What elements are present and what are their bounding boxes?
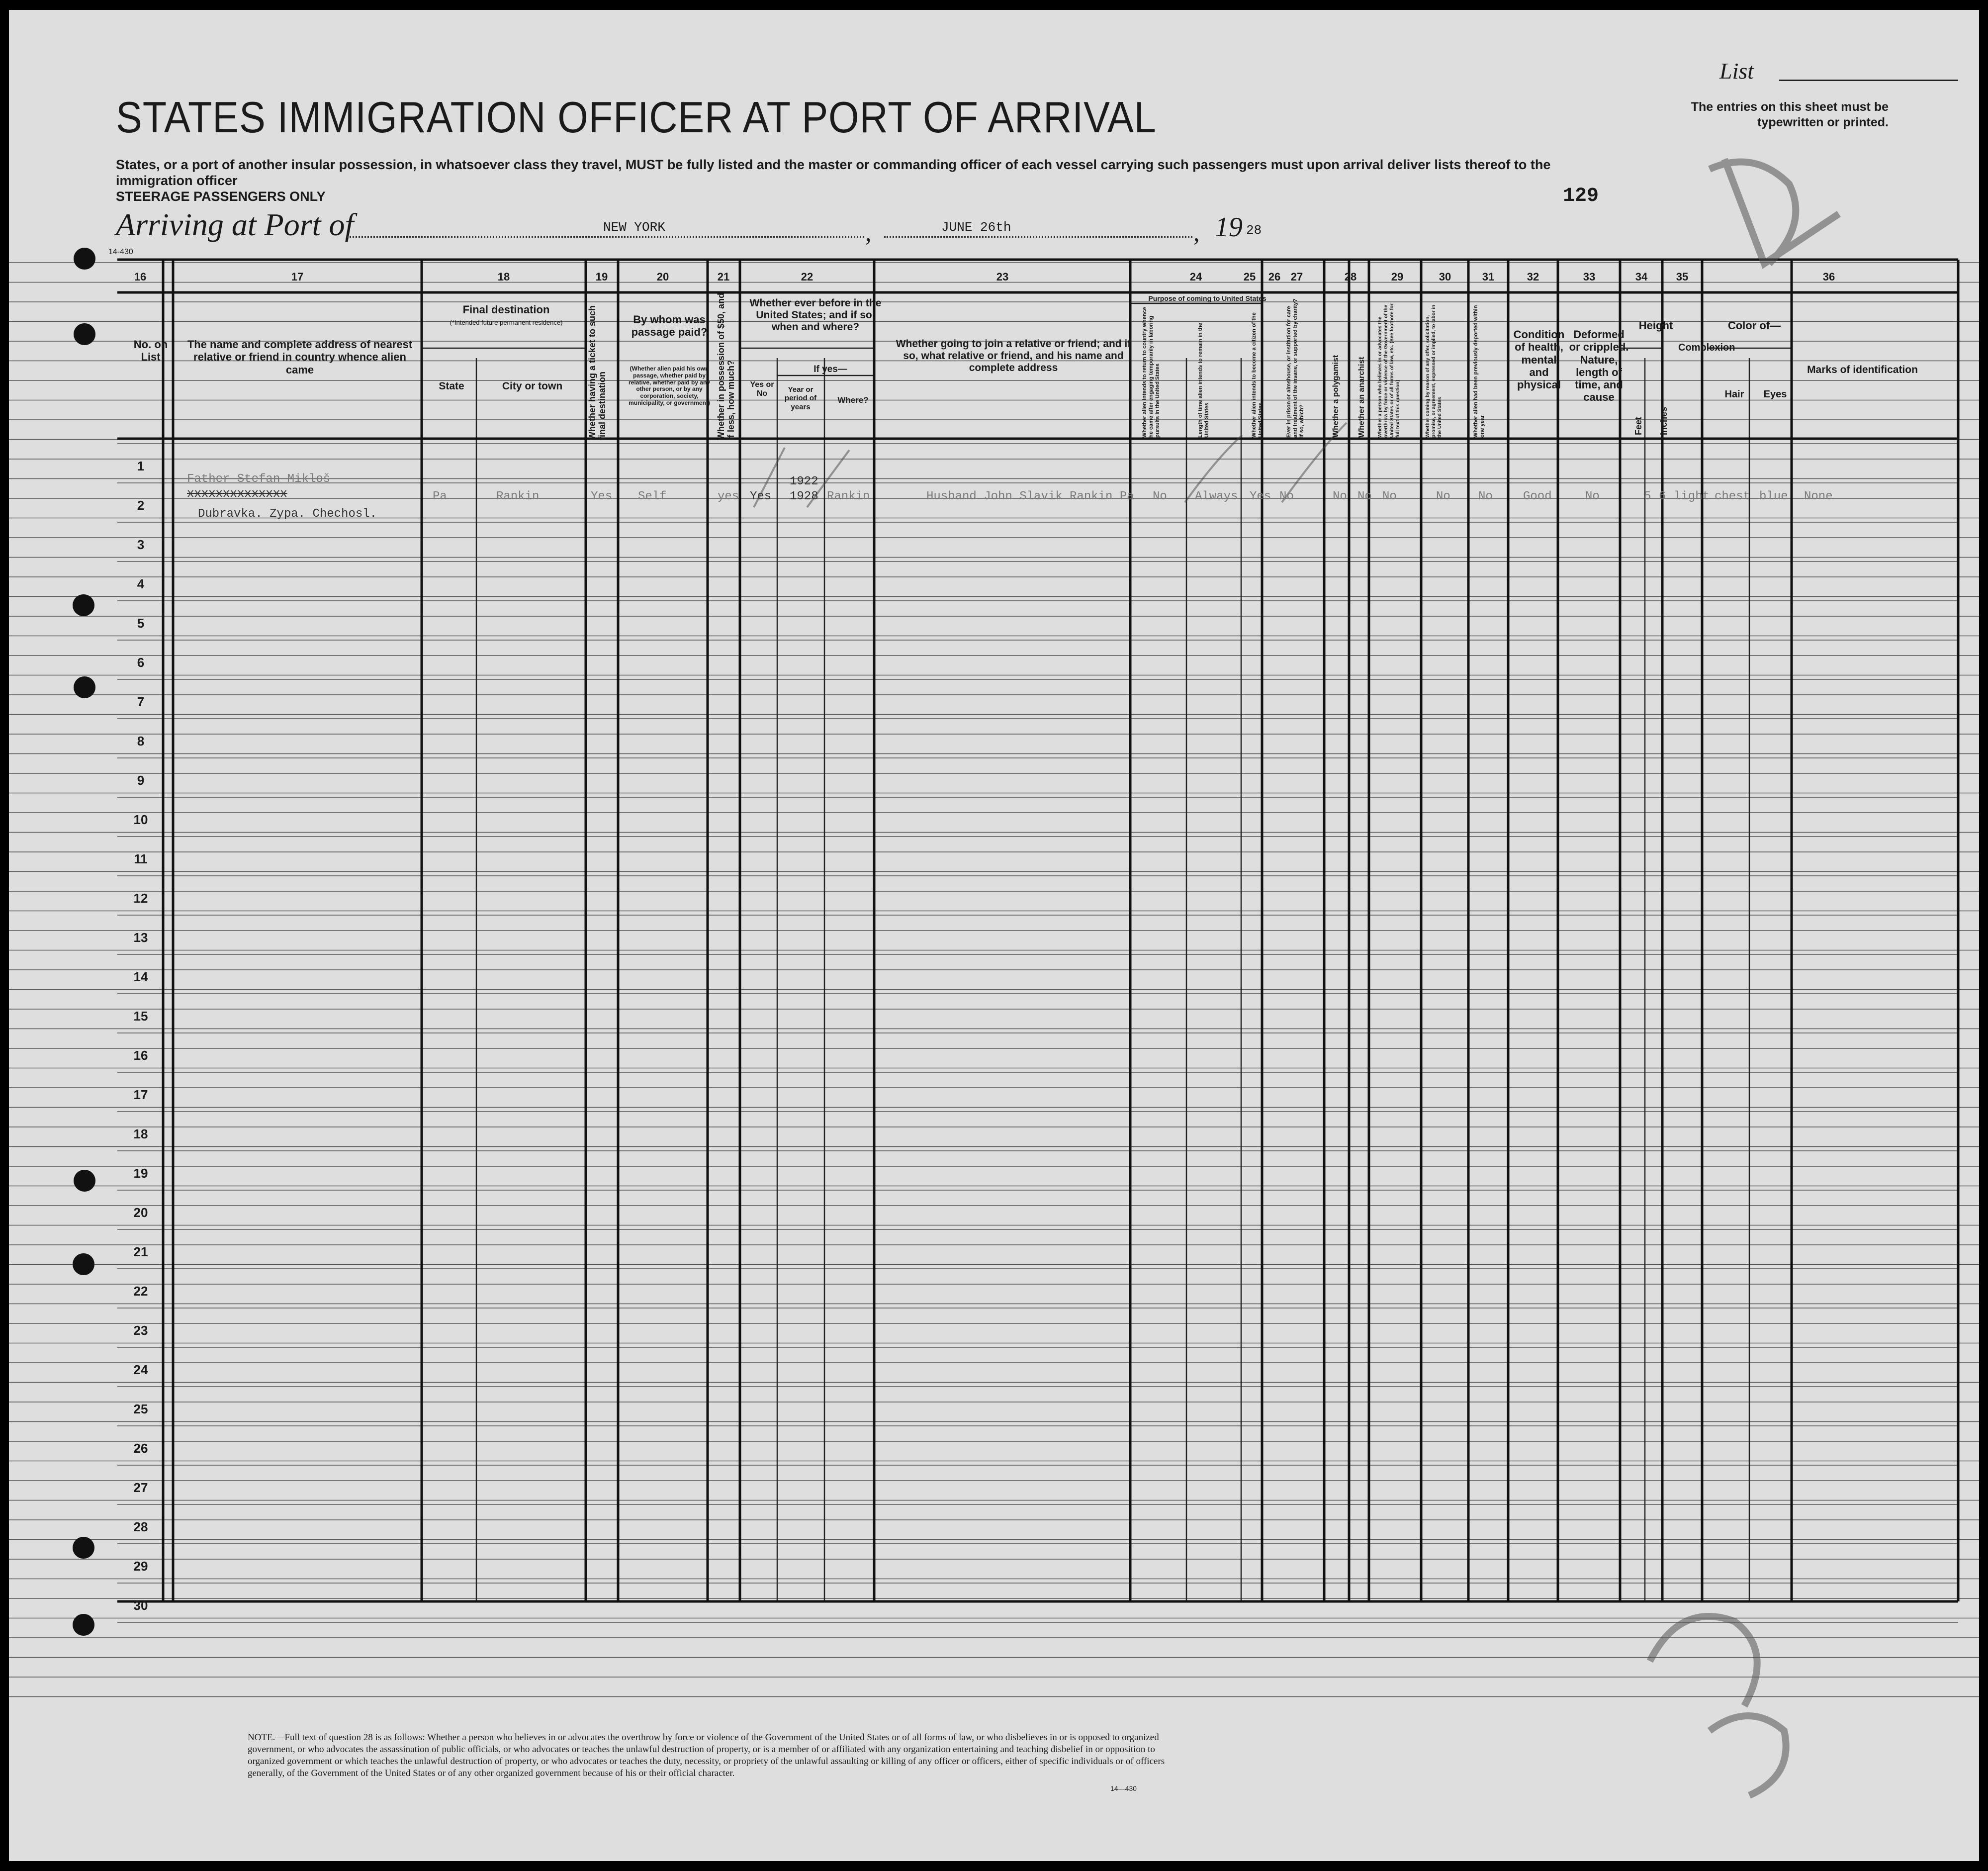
column-number: 36 — [1822, 271, 1835, 283]
header-hair: Hair — [1724, 389, 1744, 400]
header-deported: Whether alien had been previously deported within one year — [1473, 305, 1485, 438]
binder-hole — [74, 676, 95, 698]
header-marks: Marks of identification — [1807, 364, 1918, 375]
column-number: 21 — [717, 271, 730, 283]
entry-deformed: No — [1585, 490, 1600, 503]
arriving-label: Arriving at Port of — [116, 207, 354, 242]
entry-eyes: blue — [1759, 490, 1788, 503]
header-anarchist: Whether an anarchist — [1357, 357, 1366, 438]
row-number: 20 — [133, 1205, 148, 1220]
comma: , — [1193, 218, 1200, 246]
binder-hole — [73, 1537, 94, 1559]
header-paid-by: By whom was passage paid? — [631, 313, 708, 339]
column-number: 34 — [1635, 271, 1648, 283]
header-paid-by-sub: (Whether alien paid his own passage, whether paid by relative, whether paid by any other person, or by any corporation, society, municipality, or government) — [628, 365, 711, 406]
binder-hole — [74, 323, 95, 345]
row-number: 30 — [133, 1598, 148, 1613]
row-number: 25 — [133, 1402, 148, 1416]
row-number: 11 — [134, 851, 148, 866]
entry-health: Good — [1523, 490, 1552, 503]
binder-hole — [73, 1253, 94, 1275]
header-if-yes: If yes— — [813, 364, 847, 374]
row-number: 15 — [133, 1009, 148, 1024]
row-number: 9 — [137, 773, 145, 788]
header-purpose: Purpose of coming to United States — [1148, 294, 1266, 302]
header-before-us: Whether ever before in the United States; and if so, when and where? — [749, 297, 882, 333]
column-number: 22 — [801, 271, 813, 283]
row-number: 21 — [133, 1244, 148, 1259]
typewritten-notice: The entries on this sheet must be typewritten or printed. — [1691, 100, 1889, 129]
header-return: Whether alien intends to return to country whence he came after engaging temporarily in laboring pursuits in the United States — [1142, 307, 1161, 438]
entry-paid-by: Self — [638, 490, 667, 503]
entry-money: yes — [718, 490, 739, 503]
row-number: 22 — [133, 1284, 148, 1299]
row-number: 28 — [133, 1519, 148, 1534]
page-title: STATES IMMIGRATION OFFICER AT PORT OF ARRIVAL — [116, 93, 1157, 142]
row-number: 8 — [137, 734, 145, 748]
row-number: 17 — [133, 1087, 148, 1102]
entry-joining: Husband John Slavik Rankin Pa — [926, 490, 1134, 503]
entry-ticket: Yes — [591, 490, 613, 503]
header-year: Year or period of years — [784, 385, 817, 411]
header-health: Condition of health, mental and physical — [1513, 328, 1565, 391]
binder-hole — [74, 248, 95, 270]
entry-return: No — [1153, 490, 1167, 503]
list-number: 129 — [1563, 185, 1599, 207]
entry-q29: No — [1436, 490, 1450, 503]
entry-complexion: light — [1674, 490, 1710, 503]
row-number: 29 — [133, 1559, 148, 1574]
column-number: 33 — [1583, 271, 1596, 283]
header-complexion: Complexion — [1678, 342, 1735, 353]
header-q29: Whether coming by reason of any offer, solicitation, promise, or agreement, expressed or implied, to labor in the United States — [1425, 304, 1443, 438]
column-number: 24 — [1189, 271, 1202, 283]
column-number: 16 — [134, 271, 147, 283]
column-number: 19 — [595, 271, 608, 283]
column-number: 30 — [1439, 271, 1451, 283]
row-number: 19 — [133, 1166, 148, 1181]
header-city: City or town — [502, 380, 563, 392]
comma: , — [865, 218, 872, 246]
header-final-destination: Final destination — [462, 303, 550, 316]
entry-year-2: 1928 — [790, 490, 818, 503]
entry-year-1: 1922 — [790, 475, 818, 488]
column-number: 26 — [1268, 271, 1281, 283]
header-prison: Ever in prison or almshouse, or institution for care and treatment of the insane, or supported by charity? If so, which? — [1286, 298, 1305, 438]
column-number: 17 — [291, 271, 304, 283]
row-number: 14 — [133, 969, 148, 984]
column-number: 27 — [1290, 271, 1303, 283]
row-number: 1 — [137, 459, 145, 473]
header-where: Where? — [837, 395, 869, 405]
row-number: 13 — [133, 930, 148, 945]
date-value: JUNE 26th — [941, 220, 1011, 235]
footnote-form-code: 14—430 — [1110, 1784, 1137, 1792]
header-joining: Whether going to join a relative or friend; and if so, what relative or friend, and his name and complete address — [896, 338, 1131, 374]
entry-before-us: Yes — [750, 490, 772, 503]
column-number: 20 — [656, 271, 669, 283]
row-number: 12 — [133, 891, 148, 906]
row-number: 7 — [137, 694, 145, 709]
year-suffix: 28 — [1246, 223, 1262, 238]
binder-hole — [73, 1614, 94, 1636]
row-number: 5 — [137, 616, 145, 631]
intro-line-1: States, or a port of another insular possession, in whatsoever class they travel, MUST be fully listed and the master or commanding officer of each vessel carrying such passengers must upon arrival deliver lists thereof to the immigration officer — [116, 157, 1551, 188]
row-number: 4 — [137, 576, 145, 591]
header-state: State — [439, 380, 464, 392]
entry-polygamist: No — [1333, 490, 1347, 503]
entry-q28: No — [1382, 490, 1397, 503]
stamp-mark — [1710, 1716, 1786, 1795]
column-number: 18 — [497, 271, 510, 283]
manifest-sheet — [9, 10, 1979, 1861]
entry-length: Always — [1195, 490, 1238, 503]
row-number: 10 — [133, 812, 148, 827]
table-grid — [9, 10, 1979, 1861]
list-label: List — [1719, 58, 1754, 84]
header-relative: The name and complete address of nearest relative or friend in country whence alien came — [187, 338, 413, 376]
header-inches: Inches — [1659, 406, 1669, 435]
header-citizen: Whether alien intends to become a citizen of the United States — [1251, 312, 1264, 438]
header-color-of: Color of— — [1727, 319, 1781, 332]
stamp-mark — [1650, 1616, 1757, 1706]
column-number: 29 — [1391, 271, 1404, 283]
header-length: Length of time alien intends to remain in the United States — [1197, 322, 1210, 438]
footnote-question-28: NOTE.—Full text of question 28 is as follows: Whether a person who believes in or advocates the overthrow by force or violence of the Government of the United States or of all forms of law, or who disbelieves in or is opposed to organized government, or who advocates the assassination of public officials, or who advocates or teaches the unlawful destruction of property, or is a member of or affiliated with any organization entertaining and teaching disbelief in or opposition to organized government or which teaches the unlawful destruction of property, or who advocates or teaches the duty, necessity, or propriety of the unlawful assaulting or killing of any officer or officers, either of specific individuals or of officers generally, of the Government of the United States or of any other organized government because of his or their official character. — [248, 1732, 1165, 1778]
entry-anarchist: No — [1357, 490, 1372, 503]
row-number: 24 — [133, 1362, 148, 1377]
header-polygamist: Whether a polygamist — [1332, 355, 1340, 438]
row-number: 18 — [133, 1126, 148, 1141]
row-number: 23 — [133, 1323, 148, 1338]
entry-where: Rankin — [827, 490, 870, 503]
header-no-on-list: No. on List — [133, 338, 168, 364]
column-number: 35 — [1676, 271, 1689, 283]
header-yes-no: Yes or No — [750, 380, 774, 398]
form-code: 14-430 — [108, 248, 133, 256]
column-number: 32 — [1527, 271, 1539, 283]
header-final-destination-sub: (*Intended future permanent residence) — [450, 319, 563, 326]
header-money: Whether in possession of $50, and if less, how much? — [716, 292, 736, 440]
row-number: 27 — [133, 1480, 148, 1495]
entry-relative-struck: xxxxxxxxxxxxxx — [187, 487, 287, 501]
year-prefix: 19 — [1215, 212, 1243, 243]
header-q28: Whether a person who believes in or advocates the overthrow by force or violence of the Government of the United States or of all forms of law, etc. (See footnote for full text of this question) — [1377, 303, 1401, 438]
row-number: 6 — [137, 655, 145, 670]
entry-citizen: Yes — [1250, 490, 1271, 503]
header-ticket: Whether having a ticket to such final destination — [587, 305, 607, 440]
column-number: 31 — [1482, 271, 1495, 283]
binder-hole — [74, 1170, 95, 1192]
entry-state: Pa — [433, 490, 447, 503]
column-number: 28 — [1344, 271, 1357, 283]
entry-relative-address: Dubravka. Zypa. Chechosl. — [198, 507, 377, 521]
header-height: Height — [1638, 319, 1673, 332]
entry-inches: 6 — [1659, 490, 1666, 503]
header-deformed: Deformed or crippled. Nature, length of time, and cause — [1569, 328, 1629, 404]
entry-hair: chest — [1715, 490, 1751, 503]
intro-line-2: STEERAGE PASSENGERS ONLY — [116, 189, 326, 204]
header-eyes: Eyes — [1763, 389, 1787, 400]
row-number: 26 — [133, 1441, 148, 1456]
row-number: 2 — [137, 498, 145, 513]
port-value: NEW YORK — [603, 220, 665, 235]
entry-deported: No — [1478, 490, 1493, 503]
entry-city: Rankin — [496, 490, 540, 503]
header-feet: Feet — [1633, 416, 1643, 435]
column-number: 23 — [996, 271, 1009, 283]
row-number: 3 — [137, 537, 145, 552]
entry-relative-name: Father Stefan Mikloš — [187, 472, 331, 486]
column-number: 25 — [1243, 271, 1256, 283]
entry-marks: None — [1804, 490, 1833, 503]
entry-feet: 5 — [1644, 490, 1651, 503]
binder-hole — [73, 594, 94, 616]
entry-prison: No — [1279, 490, 1294, 503]
row-number: 16 — [133, 1048, 148, 1063]
